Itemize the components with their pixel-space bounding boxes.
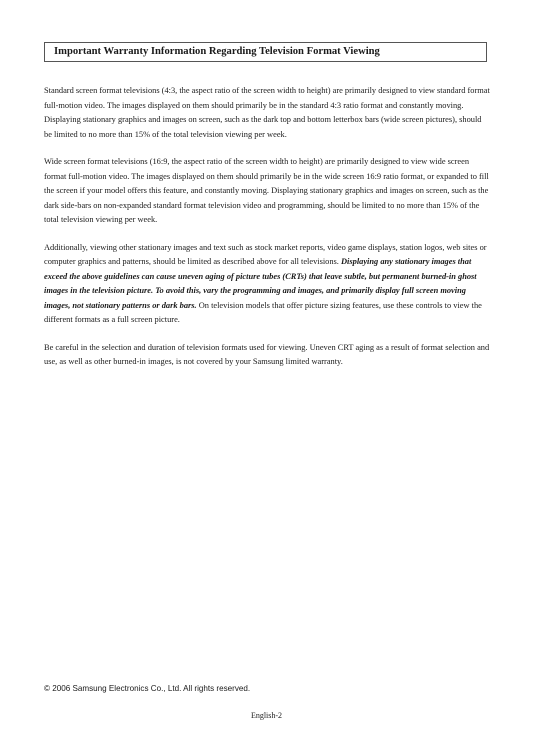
paragraph-standard-format: Standard screen format televisions (4:3, the aspect ratio of the screen width to height) are primarily designed to view standard format full-motion video. The images displayed on them should primarily be in the standard 4:3 ratio format and constantly moving. Displaying stationary graphics and images on screen, such as the dark top and bottom letterbox bars (wide screen pictures), should be limited to no more than 15% of the total television viewing per week.: [44, 86, 490, 139]
page-number: English-2: [250, 711, 283, 720]
paragraph-warranty-exclusion: Be careful in the selection and duration of television formats used for viewing. Uneven CRT aging as a result of format selection and use, as well as other burned-in images, is not covered by your Samsung limited warranty.: [44, 342, 490, 366]
warranty-heading-box: [44, 42, 487, 62]
burn-in-warning: Displaying any stationary images that exceed the above guidelines can cause uneven aging of picture tubes (CRTs) that leave subtle, but permanent burned-in ghost images in the television picture. To avoid this, vary the programming and images, and primarily display full screen moving images, not stationary patterns or dark bars.: [44, 257, 477, 310]
paragraph-stationary-intro: Additionally, viewing other stationary images and text such as stock market reports, video game displays, station logos, web sites or computer graphics and patterns, should be limited as described above for all televisions.: [44, 242, 487, 266]
body-text: [44, 84, 490, 370]
copyright-notice: © 2006 Samsung Electronics Co., Ltd. All rights reserved.: [44, 684, 251, 693]
paragraph-wide-screen-format: Wide screen format televisions (16:9, the aspect ratio of the screen width to height) are primarily designed to view wide screen format full-motion video. The images displayed on them should primarily be in the wide screen 16:9 ratio format, or expanded to fill the screen if your model offers this feature, and constantly moving. Displaying stationary graphics and images on screen, such as the dark side-bars on non-expanded standard format television video and programming, should be limited to no more than 15% of the total television viewing per week.: [44, 157, 489, 224]
page-title: Important Warranty Information Regarding Television Format Viewing: [54, 46, 380, 57]
paragraph-stationary-outro: On television models that offer picture sizing features, use these controls to view the different formats as a full screen picture.: [44, 300, 482, 324]
paragraph-stationary-images: [44, 241, 490, 328]
